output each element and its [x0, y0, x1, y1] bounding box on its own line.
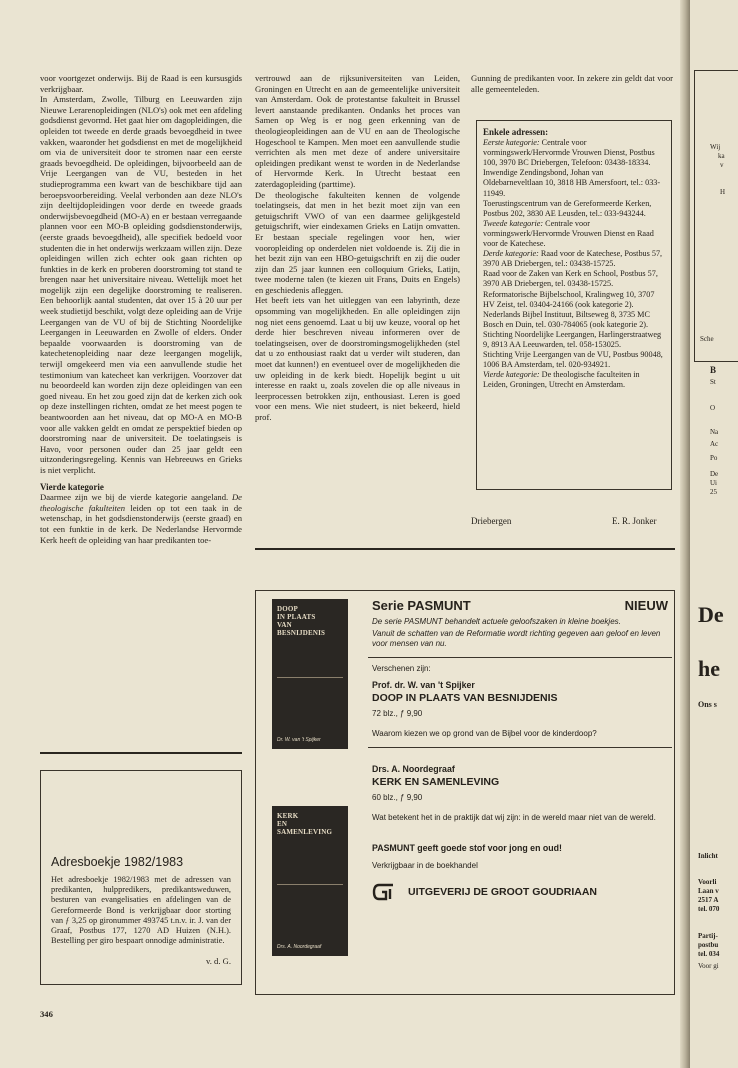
adjacent-page — [690, 0, 738, 1068]
adresboekje-title: Adresboekje 1982/1983 — [51, 855, 184, 869]
book-description: Waarom kiezen we op grond van de Bijbel voor de kinderdoop? — [372, 729, 597, 738]
book-cover-title: DOOP IN PLAATS VAN BESNIJDENIS — [277, 605, 326, 637]
adjacent-text: postbu — [698, 941, 719, 949]
adjacent-text: v — [720, 161, 724, 169]
book-author: Prof. dr. W. van 't Spijker — [372, 680, 475, 690]
col2-paragraph-2: De theologische fakulteiten kennen de volgende toelatingseis, dat men in het bezit moet zijn van een getuigschrift VWO of van een daarmee gelijkgesteld getuigschrift, wier eindexamen Grieks en Latijn omvatten. Er bestaan speciale regelingen voor hen, wier vooropleiding op onderdelen niet voldoende is. Zij die in het bezit zijn van een HBO-getuigschrift en zij die ouder zijn dan 25 jaar kunnen een colloquium Grieks, Latijn, twee moderne talen (te kiezen uit Frans, Duits en Engels) en geschiedenis afleggen. — [255, 189, 460, 295]
adjacent-text: ka — [718, 152, 725, 160]
article-column-2 — [255, 73, 460, 423]
adjacent-text: Sche — [700, 335, 714, 343]
adresboekje-box — [40, 770, 242, 985]
book-price: 72 blz., ƒ 9,90 — [372, 709, 423, 718]
adjacent-text: Ac — [710, 440, 719, 448]
page-number: 346 — [40, 1009, 53, 1019]
adjacent-text: Na — [710, 428, 719, 436]
address-box — [476, 120, 672, 490]
adjacent-text: Ons s — [698, 700, 717, 709]
book-description: Wat betekent het in de praktijk dat wij zijn: in de wereld maar niet van de wereld. — [372, 813, 656, 822]
book-price: 60 blz., ƒ 9,90 — [372, 793, 423, 802]
adjacent-text: St — [710, 378, 716, 386]
address-entry: Inwendige Zendingsbond, Johan van Oldebarneveltlaan 10, 3818 HB Amersfoort, tel.: 033-11949. — [483, 168, 661, 198]
book-author: Drs. A. Noordegraaf — [372, 764, 455, 774]
ad-divider — [368, 657, 672, 658]
pasmunt-advertisement — [255, 590, 675, 995]
publisher-name: UITGEVERIJ DE GROOT GOUDRIAAN — [408, 886, 598, 898]
book-cover-author: Drs. A. Noordegraaf — [277, 944, 322, 950]
new-badge: NIEUW — [624, 598, 668, 613]
article-column-1 — [40, 73, 242, 545]
adjacent-text: Laan v — [698, 887, 719, 895]
address-entry: Eerste kategorie: Centrale voor vormingswerk/Hervormde Vrouwen Dienst, Postbus 100, 3970 BC Driebergen, Telefoon: 03438-18334. — [483, 138, 655, 168]
book-cover-doop — [272, 599, 348, 749]
advertisement-header — [372, 598, 668, 613]
adjacent-text: 2517 A — [698, 896, 719, 904]
adjacent-text: Po — [710, 454, 718, 462]
address-entry: Stichting Vrije Leergangen van de VU, Postbus 90048, 1006 BA Amsterdam, tel. 020-934921. — [483, 350, 663, 370]
col1-paragraph-2: In Amsterdam, Zwolle, Tilburg en Leeuwarden zijn Nieuwe Lerarenopleidingen (NLO's) ook met een afdeling godsdienst gevormd. Het gaat hier om dagopleidingen, die opleiden tot tweede en derde graads bevoegdheid in twee vakken, waaronder het godsdienst en met de mogelijkheid om via de universiteit door te stromen naar een eerste graads bevoegdheid. De opleidingen, bijvoorbeeld aan de Vrije Leergangen van de VU, besteden in het studieprogramma een kwart van de beschikbare tijd aan beroepsvoorbereiding. Veelal verbonden aan deze NLO's zijn deeltijdopleidingen voor derde en tweede graads onderwijsbevoegdheid (MO-A) en er bestaan verregaande plannen voor een MO-B opleiding godsdienstonderwijs, (eerste graads bevoegdheid), alle specifiek bedoeld voor studenten die in het onderwijs werkzaam willen zijn. Deze opleidingen willen zich echter ook gaan richten op funkties in de kerk en proberen doorstroming tot stand te brengen naar het universitaire niveau. Wettelijk moet het mogelijk zijn een degelijke doorstroming te realiseren. Een behoorlijk aantal studenten, dat over 15 à 20 uur per week studietijd beschikt, volgt deze opleiding aan de Vrije Leergangen van de VU of bij de Stichting Noordelijke Leergangen in Leeuwarden en Zwolle of elders. Onder bepaalde voorwaarden is doorstroming van de katechetenopleiding naar deze leergangen mogelijk, terwijl omgekeerd men via een aanvullende studie het testimonium van katecheet kan verkrijgen. Voorzover dat nu beoordeeld kan worden zijn deze opleidingen van een goed niveau. En het zou goed zijn dat de kerken zich ook op deze instellingen richten, omdat ze het meest pogen te beantwoorden aan het niveau, dat op MO-A en MO-B voor alle vakken geldt en omdat ze perspektief bieden op doorstroming naar de universiteit. De toelatingseis is Havo, voor personen ouder dan 25 jaar geldt een uitzonderingsregeling. Kennis van Hebreeuws en Grieks is niet verplicht. — [40, 94, 242, 475]
column-divider — [40, 752, 242, 754]
book-title: DOOP IN PLAATS VAN BESNIJDENIS — [372, 692, 558, 704]
cover-rule — [277, 677, 343, 678]
adjacent-page-box — [694, 70, 738, 362]
adjacent-headline: he — [698, 656, 720, 681]
adjacent-text: Partij- — [698, 932, 718, 940]
cover-rule — [277, 884, 343, 885]
article-column-3 — [471, 73, 673, 94]
adjacent-text: tel. 034 — [698, 950, 720, 958]
signature-place: Driebergen — [471, 516, 512, 526]
address-box-title: Enkele adressen: — [483, 127, 549, 137]
adjacent-text: tel. 070 — [698, 905, 720, 913]
book-title: KERK EN SAMENLEVING — [372, 776, 500, 788]
book-cover-title: KERK EN SAMENLEVING — [277, 812, 333, 836]
section-heading-vierde-kategorie: Vierde kategorie — [40, 481, 104, 492]
adjacent-text: 25 — [710, 488, 717, 496]
dgg-logo-icon — [372, 881, 396, 903]
adjacent-text: Voor gi — [698, 962, 719, 970]
advertisement-text — [372, 598, 668, 903]
series-title: Serie PASMUNT — [372, 598, 471, 613]
book-cover-author: Dr. W. van 't Spijker — [277, 737, 321, 743]
publisher-line — [372, 881, 668, 903]
adjacent-text: Wij — [710, 143, 721, 151]
adjacent-text: O — [710, 404, 716, 412]
adjacent-text: H — [720, 188, 726, 196]
signature-author: E. R. Jonker — [612, 516, 657, 526]
col3-paragraph-1: Gunning de predikanten voor. In zekere zin geldt dat voor alle gemeenteleden. — [471, 73, 673, 94]
adjacent-headline: De — [698, 602, 724, 627]
adjacent-text: B — [710, 365, 717, 375]
adjacent-text: De — [710, 470, 719, 478]
adresboekje-body: Het adresboekje 1982/1983 met de adressen van predikanten, hulppredikers, predikantsweduwen, besturen van evangelisaties en afdelingen van de Gereformeerde Bond is verkrijgbaar door storting van ƒ 3,25 op gironummer 493745 t.n.v. ir. J. van der Graaf, Postbus 177, 1270 AD Huizen (N.H.). Bestelling per giro bespaart onnodige administratie. — [51, 875, 231, 946]
section-divider — [255, 548, 675, 550]
address-entry: Toerustingscentrum van de Gereformeerde Kerken, Postbus 202, 3830 AE Leusden, tel.: 033-943244. — [483, 198, 652, 218]
col1-paragraph-3: Daarmee zijn we bij de vierde kategorie aangeland. De theologische fakulteiten leiden op tot een taak in de wetenschap, in het godsdienstonderwijs (eerste graad) en tot een funktie in de kerk. De Nederlandse Hervormde Kerk heeft de opleiding van haar predikanten toe- — [40, 492, 242, 545]
address-entry: Stichting Noordelijke Leergangen, Harlingerstraatweg 9, 8913 AA Leeuwarden, tel. 058-153025. — [483, 329, 662, 349]
address-entry: Tweede kategorie: Centrale voor vormingswerk/Hervormde Vrouwen Dienst en Raad voor de Katechese. — [483, 218, 654, 249]
series-description: De serie PASMUNT behandelt actuele geloofszaken in kleine boekjes. — [372, 617, 621, 626]
col1-paragraph-1: voor voortgezet onderwijs. Bij de Raad is een kursusgids verkrijgbaar. — [40, 73, 242, 94]
adjacent-text: Voorli — [698, 878, 717, 886]
adjacent-text: Inlicht — [698, 852, 718, 860]
address-entry: Reformatorische Bijbelschool, Kralingweg 10, 3707 HV Zeist, tel. 03404-24166 (ook kategorie 2). — [483, 289, 655, 309]
published-label: Verschenen zijn: — [372, 664, 431, 673]
adjacent-text: Ui — [710, 479, 717, 487]
col2-paragraph-3: Het beeft iets van het uitleggen van een labyrinth, deze opsomming van mogelijkheden. En alle opleidingen zijn nog niet eens genoemd. Laat u bij uw keuze, vooral op het derde hier beschreven niveau informeren over de toelatingseisen, over de doorstromingsmogelijkheden (stel dat u zo enthousiast raakt dat u verder wilt studeren, dan moet dat kunnen!) en eventueel over de mogelijkheden die uw opleiding in de kerk biedt. Hopelijk begint u uit interesse en raakt u, zoals zovelen die op alle niveaus in leerprocessen betrokken zijn, enthousiast. Leren is goed voor een mens. Wie niet studeert, is niet bekeerd, hield prof. — [255, 295, 460, 422]
address-entry: Nederlands Bijbel Instituut, Biltseweg 8, 3735 MC Bosch en Duin, tel. 030-784065 (ook kategorie 2). — [483, 309, 650, 329]
adresboekje-signature: v. d. G. — [206, 956, 231, 967]
address-entry: Derde kategorie: Raad voor de Katechese, Postbus 57, 3970 AB Driebergen, tel.: 03438-15725. — [483, 249, 663, 269]
address-entry: Raad voor de Zaken van Kerk en School, Postbus 57, 3970 AB Driebergen, tel. 03438-15725. — [483, 269, 658, 289]
address-entry: Vierde kategorie: De theologische faculteiten in Leiden, Groningen, Utrecht en Amsterdam. — [483, 370, 640, 390]
page-spine — [680, 0, 690, 1068]
book-cover-kerk — [272, 806, 348, 956]
col2-paragraph-1: vertrouwd aan de rijksuniversiteiten van Leiden, Groningen en Utrecht en aan de gemeentelijke universiteit van Amsterdam. Ook de protestantse fakulteit in Brussel levert aanstaande predikanten. Ondanks het proces van Samen op Weg is er nog geen erkenning van de theologieopleidingen aan de VU en aan de Theologische Hogeschool te Kampen. Men moet een aanvullende studie verrichten als men met deze of andere universitaire opleidingen predikant wenst te worden in de Nederlandse of Hervormde Kerk. In Utrecht bestaat een zaterdagopleiding (parttime). — [255, 73, 460, 189]
series-description-2: Vanuit de schatten van de Reformatie wordt richting gegeven aan geloof en leven voor mensen van nu. — [372, 629, 661, 648]
ad-divider — [368, 747, 672, 748]
ad-availability: Verkrijgbaar in de boekhandel — [372, 861, 478, 870]
ad-slogan: PASMUNT geeft goede stof voor jong en oud! — [372, 843, 562, 853]
